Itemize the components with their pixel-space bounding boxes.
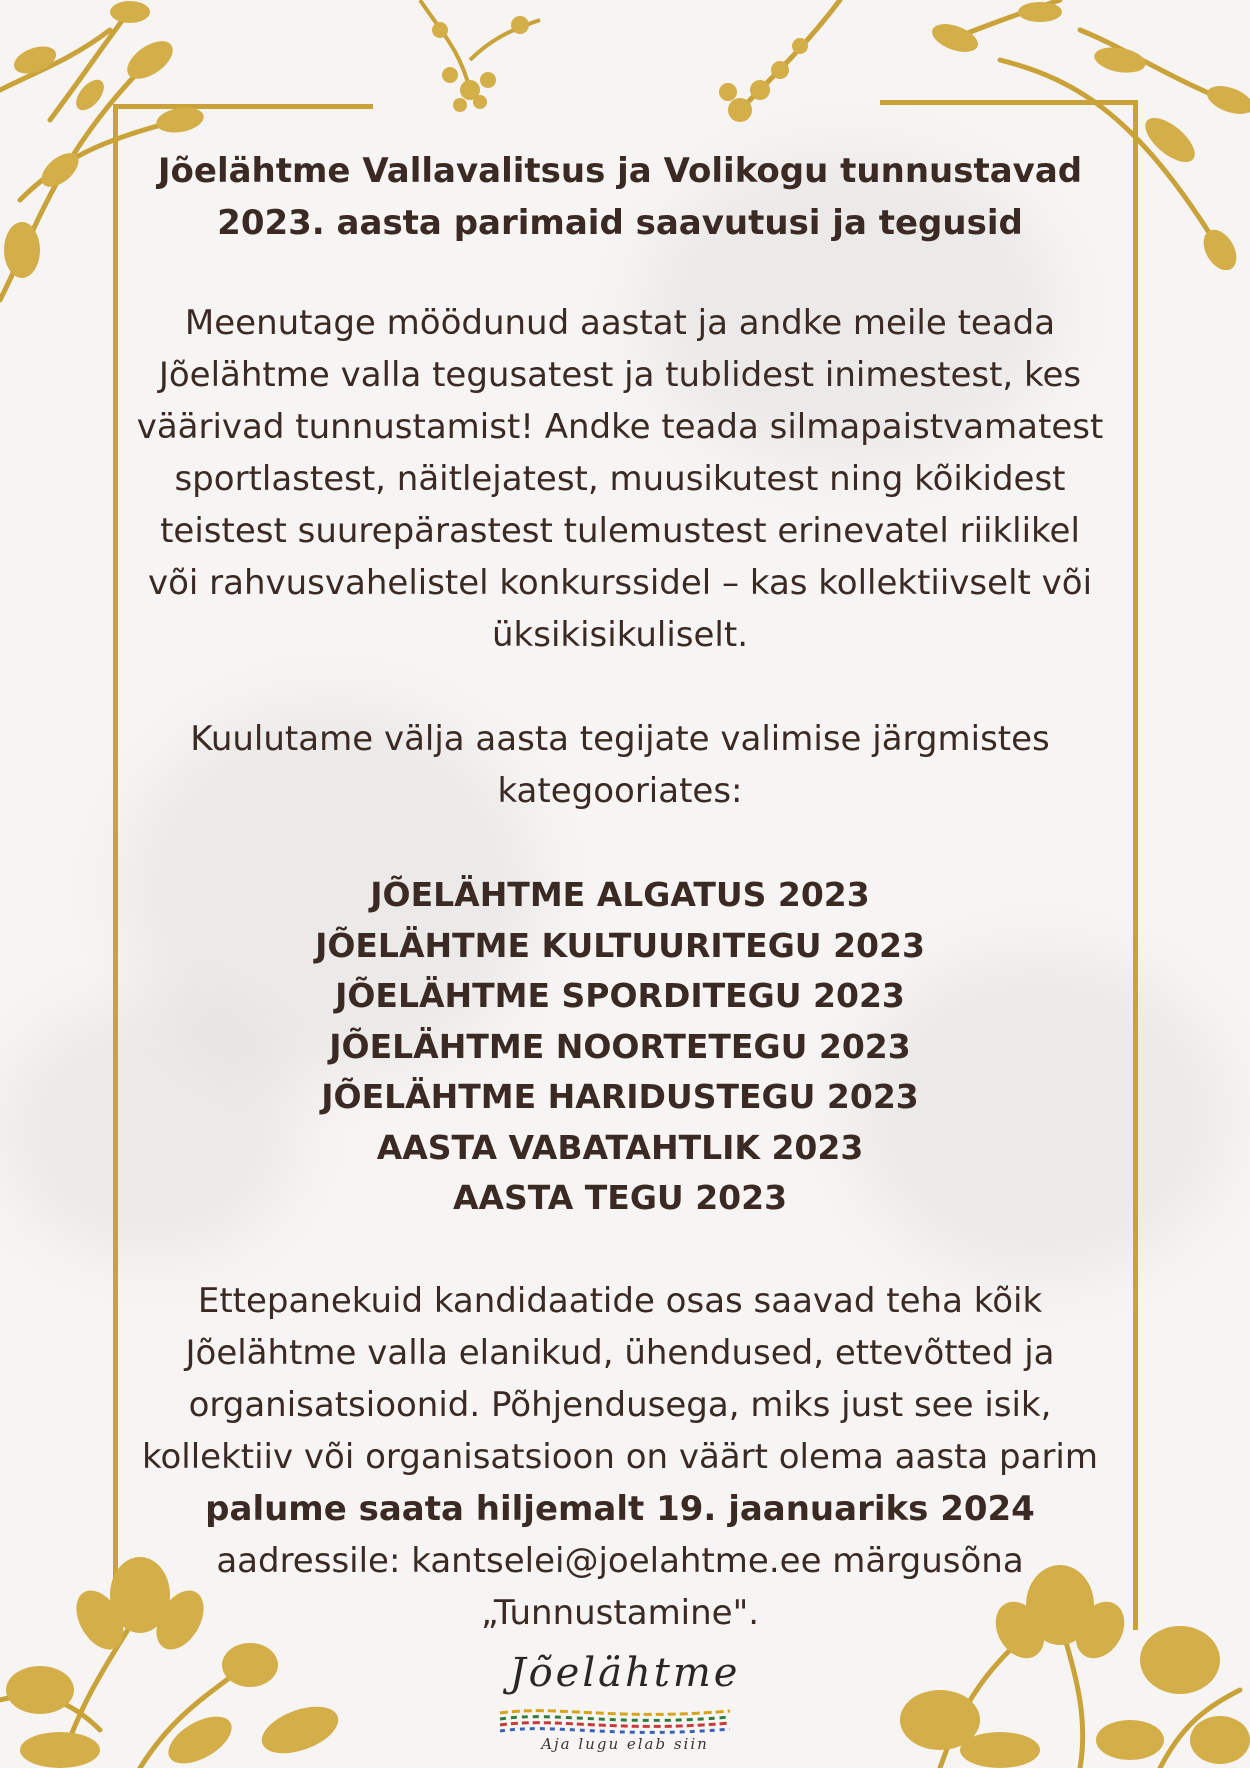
intro-paragraph	[110, 297, 1130, 661]
category-item: AASTA TEGU 2023	[452, 1178, 788, 1217]
intro-line: väärivad tunnustamist! Andke teada silmapaistvamatest	[136, 407, 1104, 447]
intro-line: teistest suurepärastest tulemustest erinevatel riiklikel	[160, 511, 1080, 551]
category-item: JÕELÄHTME ALGATUS 2023	[370, 875, 870, 914]
intro-line: Meenutage möödunud aastat ja andke meile teada	[184, 303, 1056, 343]
intro-line: üksikisikuliselt.	[492, 615, 748, 655]
title-line: Jõelähtme Vallavalitsus ja Volikogu tunnustavad	[157, 151, 1083, 191]
intro-line: sportlastest, näitlejatest, muusikutest ning kõikidest	[174, 459, 1066, 499]
title-line: 2023. aasta parimaid saavutusi ja tegusid	[217, 203, 1023, 243]
closing-line: Jõelähtme valla elanikud, ühendused, ettevõtted ja	[185, 1333, 1055, 1373]
closing-paragraph	[110, 1275, 1130, 1639]
category-item: JÕELÄHTME HARIDUSTEGU 2023	[321, 1077, 919, 1116]
intro-line: Jõelähtme valla tegusatest ja tublidest inimestest, kes	[158, 355, 1082, 395]
frame-right	[1133, 100, 1138, 1630]
floral-top-cluster-icon	[400, 0, 550, 120]
announce-line: Kuulutame välja aasta tegijate valimise järgmistes	[190, 719, 1050, 759]
logo-wordmark: Jõelähtme	[509, 1650, 741, 1696]
category-item: AASTA VABATAHTLIK 2023	[376, 1127, 864, 1167]
closing-line: Ettepanekuid kandidaatide osas saavad teha kõik	[197, 1281, 1043, 1321]
announce-paragraph	[110, 713, 1130, 817]
announce-line: kategooriates:	[497, 771, 743, 811]
category-item: JÕELÄHTME KULTUURITEGU 2023	[315, 925, 925, 965]
category-item: JÕELÄHTME NOORTETEGU 2023	[329, 1026, 911, 1066]
category-list	[110, 870, 1130, 1224]
keyword-line: „Tunnustamine".	[480, 1593, 760, 1633]
category-item: JÕELÄHTME SPORDITEGU 2023	[335, 976, 905, 1015]
intro-line: või rahvusvahelistel konkurssidel – kas kollektiivselt või	[147, 563, 1093, 603]
closing-line: organisatsioonid. Põhjendusega, miks just see isik,	[188, 1385, 1052, 1425]
logo-wave-stripes-icon	[495, 1705, 735, 1739]
logo-slogan: Aja lugu elab siin	[541, 1735, 709, 1753]
page-title	[110, 145, 1130, 249]
closing-line: kollektiiv või organisatsioon on väärt olema aasta parim	[141, 1437, 1099, 1477]
address-line: aadressile: kantselei@joelahtme.ee märgusõna	[216, 1541, 1024, 1581]
deadline-text: palume saata hiljemalt 19. jaanuariks 2024	[205, 1489, 1035, 1529]
